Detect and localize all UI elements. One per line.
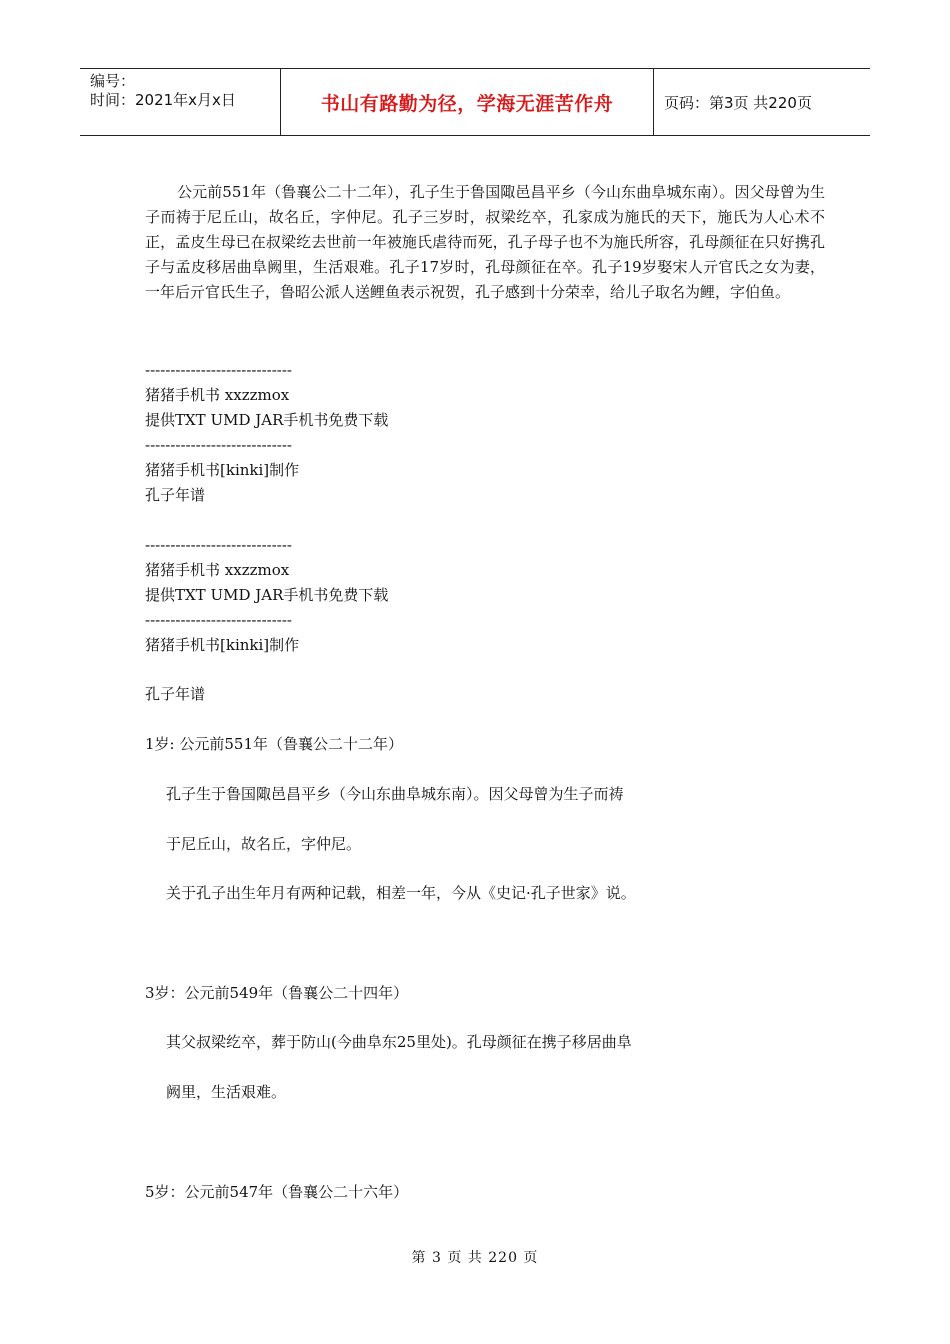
- age-1-text: 孔子生于鲁国陬邑昌平乡（今山东曲阜城东南）。因父母曾为生子而祷: [166, 785, 624, 803]
- header-motto: 书山有路勤为径，学海无涯苦作舟: [320, 92, 614, 115]
- footer-page-number: 第 3 页 共 220 页: [411, 1250, 539, 1266]
- separator-line: -----------------------------: [145, 611, 292, 629]
- maker-credit: 猪猪手机书[kinki]制作: [145, 636, 300, 654]
- age-3-heading: 3岁：公元前549年（鲁襄公二十四年）: [145, 984, 409, 1002]
- age-3-text: 阙里，生活艰难。: [166, 1083, 287, 1101]
- book-title: 孔子年谱: [145, 486, 206, 504]
- document-date: 时间：2021年x月x日: [90, 91, 236, 109]
- book-title: 孔子年谱: [145, 685, 206, 703]
- site-description: 提供TXT UMD JAR手机书免费下载: [145, 586, 389, 604]
- page-footer: [0, 1247, 950, 1267]
- header-motto-cell: [280, 69, 654, 135]
- site-description: 提供TXT UMD JAR手机书免费下载: [145, 411, 389, 429]
- age-1-heading: 1岁: 公元前551年（鲁襄公二十二年）: [145, 735, 403, 753]
- document-number: 编号：: [90, 72, 136, 90]
- site-name: 猪猪手机书 xxzzmox: [145, 561, 290, 579]
- separator-line: -----------------------------: [145, 361, 292, 379]
- intro-paragraph: 公元前551年（鲁襄公二十二年），孔子生于鲁国陬邑昌平乡（今山东曲阜城东南）。因父母曾为生子而祷于尼丘山，故名丘，字仲尼。孔子三岁时，叔梁纥卒，孔家成为施氏的天下，施氏为人心术不正，孟皮生母已在叔梁纥去世前一年被施氏虐待而死，孔子母子也不为施氏所容，孔母颜征在只好携孔子与孟皮移居曲阜阙里，生活艰难。孔子17岁时，孔母颜征在卒。孔子19岁娶宋人亓官氏之女为妻，一年后亓官氏生子，鲁昭公派人送鲤鱼表示祝贺，孔子感到十分荣幸，给儿子取名为鲤，字伯鱼。: [145, 183, 825, 301]
- page-header: [80, 68, 870, 136]
- age-5-heading: 5岁：公元前547年（鲁襄公二十六年）: [145, 1183, 409, 1201]
- site-name: 猪猪手机书 xxzzmox: [145, 386, 290, 404]
- age-1-text: 于尼丘山，故名丘，字仲尼。: [166, 835, 362, 853]
- header-meta: [80, 69, 280, 135]
- age-3-text: 其父叔梁纥卒，葬于防山(今曲阜东25里处)。孔母颜征在携子移居曲阜: [166, 1033, 632, 1051]
- age-1-text: 关于孔子出生年月有两种记载，相差一年，今从《史记·孔子世家》说。: [166, 884, 636, 902]
- separator-line: -----------------------------: [145, 536, 292, 554]
- intro-section: [145, 180, 825, 305]
- maker-credit: 猪猪手机书[kinki]制作: [145, 461, 300, 479]
- header-page-info: 页码：第3页 共220页: [664, 93, 812, 112]
- separator-line: -----------------------------: [145, 436, 292, 454]
